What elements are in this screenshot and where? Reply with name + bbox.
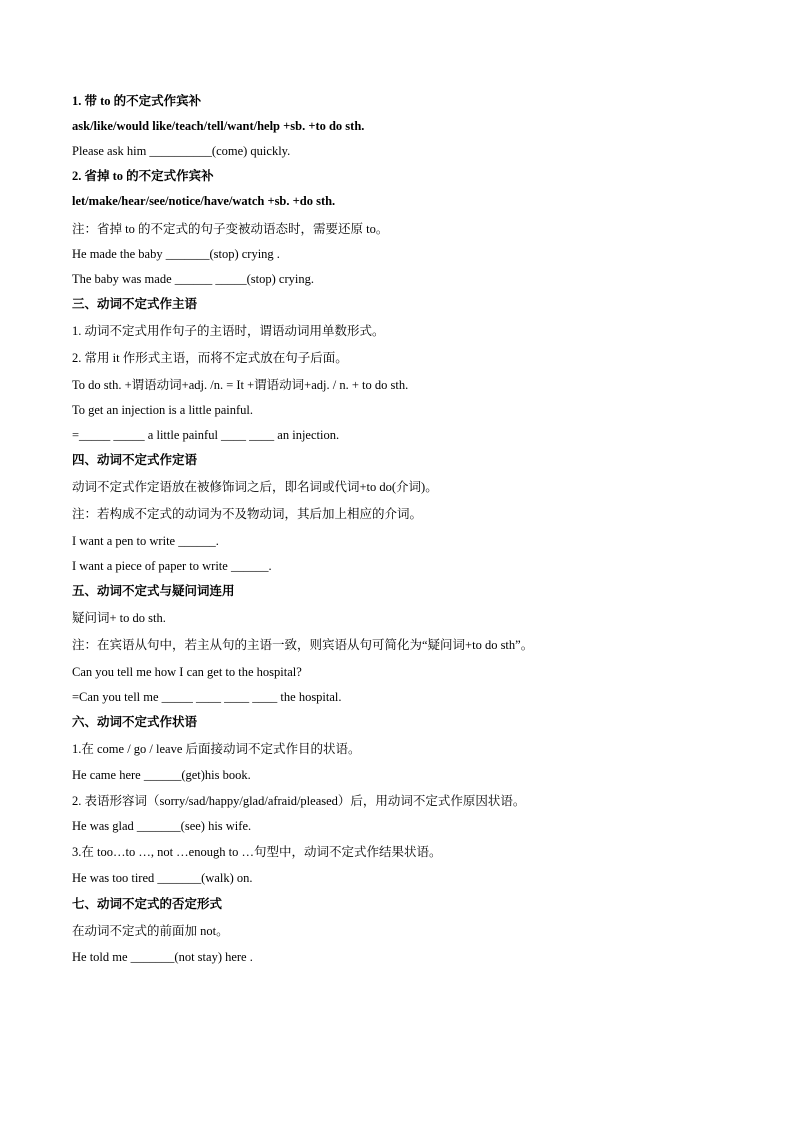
text-line: 注：在宾语从句中，若主从句的主语一致，则宾语从句可简化为“疑问词+to do sth”。 bbox=[72, 638, 534, 652]
section-heading: 七、动词不定式的否定形式 bbox=[72, 897, 223, 911]
section-heading: 1. 带 to 的不定式作宾补 bbox=[72, 94, 202, 108]
text-line: 1. 动词不定式用作句子的主语时，谓语动词用单数形式。 bbox=[72, 324, 385, 338]
text-line: 注：省掉 to 的不定式的句子变被动语态时，需要还原 to。 bbox=[72, 222, 389, 236]
text-line: 1.在 come / go / leave 后面接动词不定式作目的状语。 bbox=[72, 742, 361, 756]
section-heading: 四、动词不定式作定语 bbox=[72, 453, 198, 467]
text-line: 注：若构成不定式的动词为不及物动词，其后加上相应的介词。 bbox=[72, 507, 423, 521]
text-line: He was glad _______(see) his wife. bbox=[72, 819, 252, 833]
text-line: The baby was made ______ _____(stop) crying. bbox=[72, 272, 314, 286]
text-line: I want a piece of paper to write ______. bbox=[72, 559, 272, 573]
text-line: He came here ______(get)his book. bbox=[72, 768, 251, 782]
text-line: To do sth. +谓语动词+adj. /n. = It +谓语动词+adj. / n. + to do sth. bbox=[72, 378, 409, 392]
section-heading: 2. 省掉 to 的不定式作宾补 bbox=[72, 169, 214, 183]
text-line: He made the baby _______(stop) crying . bbox=[72, 247, 280, 261]
section-heading: ask/like/would like/teach/tell/want/help +sb. +to do sth. bbox=[72, 119, 365, 133]
text-line: To get an injection is a little painful. bbox=[72, 403, 254, 417]
text-line: 动词不定式作定语放在被修饰词之后，即名词或代词+to do(介词)。 bbox=[72, 480, 438, 494]
text-line: He was too tired _______(walk) on. bbox=[72, 871, 253, 885]
section-heading: let/make/hear/see/notice/have/watch +sb. +do sth. bbox=[72, 194, 336, 208]
text-line: 3.在 too…to …, not …enough to …句型中，动词不定式作结果状语。 bbox=[72, 845, 442, 859]
text-line: Can you tell me how I can get to the hospital? bbox=[72, 665, 302, 679]
text-line: I want a pen to write ______. bbox=[72, 534, 219, 548]
text-line: 2. 常用 it 作形式主语，而将不定式放在句子后面。 bbox=[72, 351, 348, 365]
text-line: 疑问词+ to do sth. bbox=[72, 611, 166, 625]
text-line: =Can you tell me _____ ____ ____ ____ the hospital. bbox=[72, 690, 342, 704]
text-line: Please ask him __________(come) quickly. bbox=[72, 144, 291, 158]
text-line: 在动词不定式的前面加 not。 bbox=[72, 924, 229, 938]
text-line: =_____ _____ a little painful ____ ____ an injection. bbox=[72, 428, 340, 442]
section-heading: 三、动词不定式作主语 bbox=[72, 297, 198, 311]
section-heading: 六、动词不定式作状语 bbox=[72, 715, 198, 729]
section-heading: 五、动词不定式与疑问词连用 bbox=[72, 584, 235, 598]
text-line: 2. 表语形容词（sorry/sad/happy/glad/afraid/pleased）后，用动词不定式作原因状语。 bbox=[72, 794, 526, 808]
text-line: He told me _______(not stay) here . bbox=[72, 950, 253, 964]
